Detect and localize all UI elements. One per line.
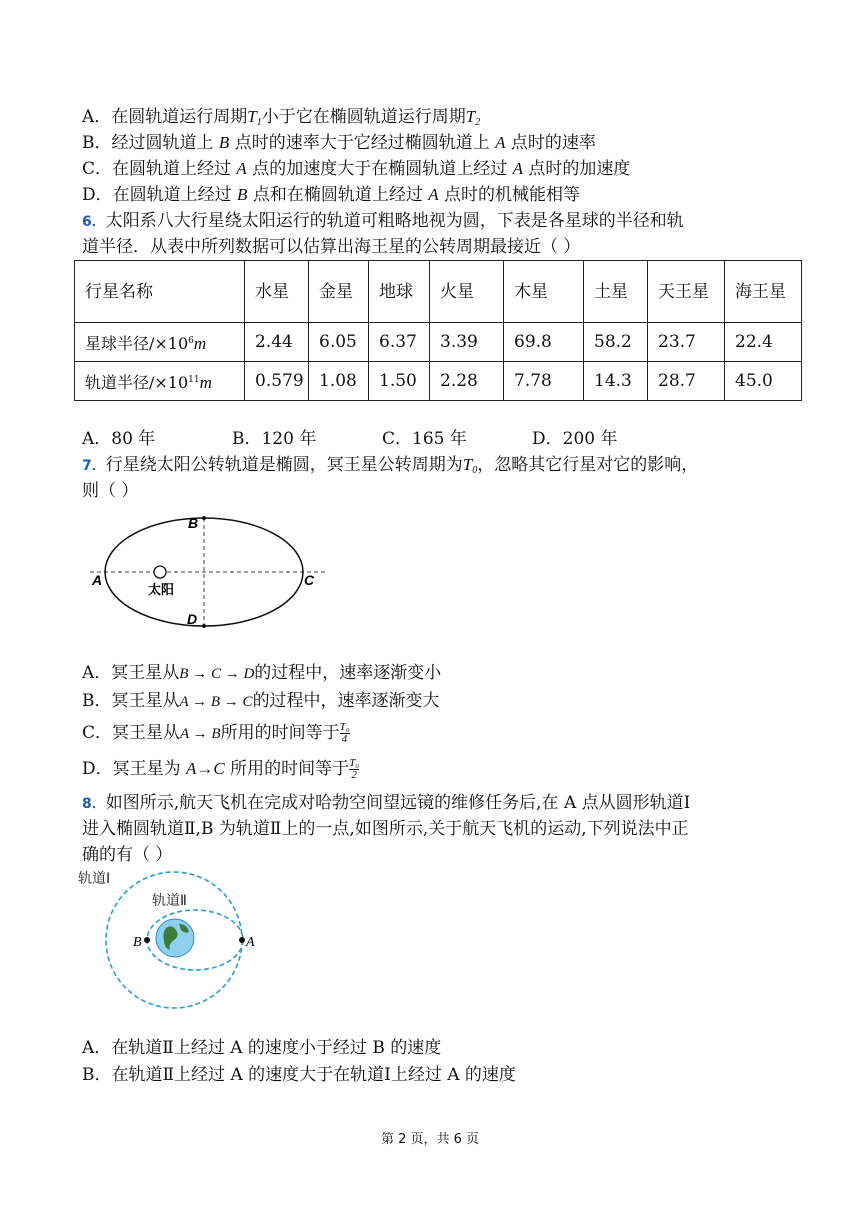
point-b-dot	[202, 516, 206, 520]
point-b-label: B	[133, 935, 142, 950]
header-cell: 水星	[245, 261, 309, 323]
q7-option-a-math: B → C → D	[179, 666, 255, 682]
var-b: B	[237, 185, 248, 204]
point-c-label: C	[304, 572, 315, 588]
header-cell: 海王星	[725, 261, 802, 323]
q5-option-a-text1: A．在圆轨道运行周期	[82, 107, 248, 127]
q7-option-c-math: A → B	[180, 726, 221, 742]
q5-option-b-text2: 点时的速率大于它经过椭圆轨道上	[229, 133, 496, 153]
var-b: B	[218, 133, 230, 152]
q5-option-a	[82, 106, 480, 134]
table-header-row	[75, 261, 802, 323]
q6-options	[82, 428, 617, 450]
var-t0: T	[462, 455, 473, 474]
q7-stem-text2: ，忽略其它行星对它的影响，	[477, 455, 699, 475]
q6-option-a: A．80 年	[82, 429, 156, 449]
q7-option-c	[82, 722, 350, 745]
q7-option-b-text1: B．冥王星从	[82, 691, 180, 711]
table-cell: 58.2	[584, 323, 648, 362]
fraction-t0-over-2	[349, 758, 359, 781]
table-row	[75, 362, 802, 401]
q7-option-a-text2: 的过程中，速率逐渐变小	[254, 663, 442, 683]
q7-number: 7．	[82, 458, 106, 474]
q5-option-c-text1: C．在圆轨道上经过	[82, 159, 237, 179]
q7-option-c-text2: 所用的时间等于	[220, 723, 340, 743]
q7-option-d-text1: D．冥王星为	[82, 759, 187, 779]
q7-orbit-figure	[84, 510, 334, 634]
orbit-1-label: 轨道Ⅰ	[78, 871, 111, 887]
q7-option-c-text1: C．冥王星从	[82, 723, 181, 743]
var-t2-sub: 2	[475, 117, 481, 128]
var-a: A	[428, 185, 439, 204]
q6-stem-line1	[82, 210, 684, 233]
var-t0-sub: 0	[472, 465, 478, 476]
var-a: A	[495, 133, 506, 152]
q5-option-d-text1: D．在圆轨道上经过	[82, 185, 238, 205]
var-t1-sub: 1	[256, 117, 262, 128]
row-label-text: 星球半径/×10	[85, 333, 189, 353]
table-cell: 23.7	[648, 323, 725, 362]
q7-option-d	[82, 758, 359, 781]
q8-option-b	[82, 1064, 516, 1086]
q5-option-d-text3: 点时的机械能相等	[438, 185, 581, 205]
point-d-label: D	[187, 611, 198, 627]
table-cell: 28.7	[648, 362, 725, 401]
q8-stem-text3: 确的有（ ）	[82, 845, 173, 865]
q5-option-b-text3: 点时的速率	[505, 133, 596, 153]
header-cell: 地球	[369, 261, 430, 323]
row-label-exp: 11	[188, 374, 200, 385]
q8-stem-line3	[82, 844, 172, 866]
var-t1: T	[247, 107, 257, 126]
sun-label: 太阳	[148, 583, 175, 598]
table-cell: 1.08	[309, 362, 369, 401]
header-cell: 行星名称	[75, 261, 245, 323]
header-cell: 土星	[584, 261, 648, 323]
point-d-dot	[202, 624, 206, 628]
fraction-numerator: T₀	[349, 757, 360, 769]
header-cell: 金星	[309, 261, 369, 323]
row-label-unit: m	[199, 372, 212, 392]
sun-icon	[154, 566, 166, 578]
q7-stem-text3: 则（ ）	[82, 481, 139, 501]
table-cell: 3.39	[430, 323, 504, 362]
q6-stem-text1: 太阳系八大行星绕太阳运行的轨道可粗略地视为圆，下表是各星球的半径和轨	[105, 211, 684, 231]
table-cell: 14.3	[584, 362, 648, 401]
q7-stem-text1: 行星绕太阳公转轨道是椭圆，冥王星公转周期为	[105, 455, 463, 475]
q6-number: 6．	[82, 214, 106, 230]
q7-option-d-text2: 所用的时间等于	[224, 759, 350, 779]
q5-option-a-text2: 小于它在椭圆轨道运行周期	[261, 107, 466, 127]
table-cell: 69.8	[504, 323, 584, 362]
q8-option-a	[82, 1037, 441, 1059]
var-t2: T	[465, 107, 476, 126]
q8-option-a-text: A．在轨道Ⅱ上经过 A 的速度小于经过 B 的速度	[82, 1038, 442, 1058]
q8-stem-line1	[82, 792, 690, 815]
q7-option-a	[82, 662, 441, 685]
q5-option-b	[82, 132, 596, 154]
fraction-numerator: T₀	[339, 721, 350, 733]
table-cell: 45.0	[725, 362, 802, 401]
q6-stem-text2: 道半径．从表中所列数据可以估算出海王星的公转周期最接近（ ）	[82, 237, 581, 257]
q5-option-d-text2: 点和在椭圆轨道上经过	[247, 185, 429, 205]
fraction-denominator: 2	[349, 769, 359, 781]
table-cell: 0.579	[245, 362, 309, 401]
table-row	[75, 323, 802, 362]
q7-stem-line1	[82, 454, 698, 482]
header-cell: 木星	[504, 261, 584, 323]
point-a-dot	[239, 937, 245, 943]
q8-stem-line2	[82, 818, 689, 840]
row-label	[75, 362, 245, 401]
table-cell: 1.50	[369, 362, 430, 401]
var-a: A	[512, 159, 524, 178]
fraction-denominator: 4	[340, 733, 350, 745]
q8-option-b-text: B．在轨道Ⅱ上经过 A 的速度大于在轨道Ⅰ上经过 A 的速度	[82, 1065, 516, 1085]
row-label-exp: 6	[188, 335, 194, 346]
q8-stem-text2: 进入椭圆轨道Ⅱ,B 为轨道Ⅱ上的一点,如图所示,关于航天飞机的运动,下列说法中正	[82, 819, 689, 839]
q5-option-c-text3: 点时的加速度	[523, 159, 631, 179]
table-cell: 7.78	[504, 362, 584, 401]
point-a-label: A	[246, 935, 255, 950]
q6-option-b: B．120 年	[232, 429, 317, 449]
orbit-2-label: 轨道Ⅱ	[152, 893, 187, 909]
q7-option-b-math: A → B → C	[179, 694, 253, 710]
planet-data-table	[74, 260, 802, 401]
q7-option-b	[82, 690, 440, 713]
table-cell: 2.28	[430, 362, 504, 401]
q8-stem-text1: 如图所示,航天飞机在完成对哈勃空间望远镜的维修任务后,在 A 点从圆形轨道Ⅰ	[105, 793, 691, 813]
row-label	[75, 323, 245, 362]
fraction-t0-over-4	[340, 722, 350, 745]
q5-option-d	[82, 184, 580, 206]
q5-option-b-text1: B．经过圆轨道上	[82, 133, 219, 153]
q6-option-d: D．200 年	[532, 429, 618, 449]
table-cell: 2.44	[245, 323, 309, 362]
q8-orbit-figure	[78, 866, 268, 1028]
table-cell: 22.4	[725, 323, 802, 362]
q7-option-a-text1: A．冥王星从	[82, 663, 180, 683]
row-label-text: 轨道半径/×10	[85, 372, 189, 392]
q6-stem-line2	[82, 236, 580, 258]
q7-option-b-text2: 的过程中，速率逐渐变大	[252, 691, 440, 711]
table-cell: 6.37	[369, 323, 430, 362]
table-cell: 6.05	[309, 323, 369, 362]
q5-option-c	[82, 158, 630, 180]
q5-option-c-text2: 点的加速度大于在椭圆轨道上经过	[246, 159, 513, 179]
page-footer: 第 2 页，共 6 页	[380, 1132, 480, 1147]
point-a-label: A	[92, 572, 103, 588]
q7-option-d-math: A→C	[186, 759, 225, 778]
q8-number: 8．	[82, 796, 106, 812]
var-a: A	[236, 159, 247, 178]
point-b-label: B	[188, 515, 199, 531]
header-cell: 火星	[430, 261, 504, 323]
header-cell: 天王星	[648, 261, 725, 323]
point-b-dot	[144, 937, 150, 943]
row-label-unit: m	[193, 333, 207, 353]
q6-option-c: C．165 年	[382, 429, 467, 449]
q7-stem-line2	[82, 480, 138, 502]
